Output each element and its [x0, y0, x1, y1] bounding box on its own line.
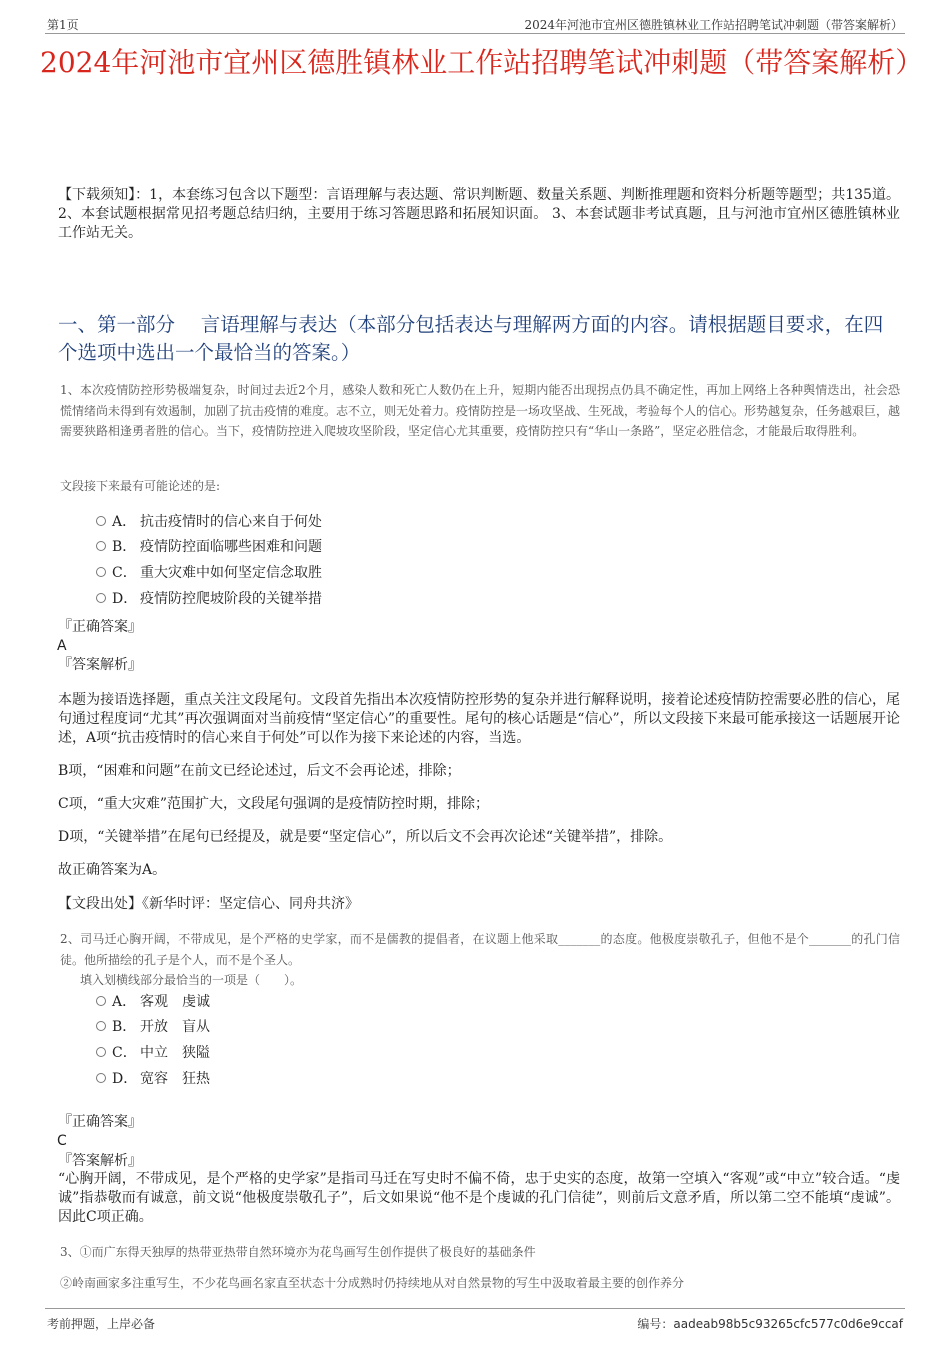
q2-passage: 2、司马迁心胸开阔，不带成见，是个严格的史学家，而不是儒教的提倡者，在议题上他采取_______的态度。他极度崇敬孔子，但他不是个_______的孔门信徒。他所描绘的孔子是个人，而不是个圣人。 — [60, 932, 900, 967]
q1-analysis-p5: 故正确答案为A。 — [58, 862, 167, 878]
q2-option-a[interactable]: A． 客观 虔诚 — [96, 992, 210, 1012]
q3-line-2: ②岭南画家多注重写生，不少花鸟画名家直至状态十分成熟时仍持续地从对自然景物的写生中汲取着最主要的创作养分 — [60, 1276, 685, 1290]
q1-analysis-p1: 本题为接语选择题，重点关注文段尾句。文段首先指出本次疫情防控形势的复杂并进行解释说明，接着论述疫情防控需要必胜的信心，尾句通过程度词“尤其”再次强调面对当前疫情“坚定信心”的重要性。尾句的核心话题是“信心”，所以文段接下来最可能承接这一话题展开论述，A项“抗击疫情时的信心来自于何处”可以作为接下来论述的内容，当选。 — [58, 692, 900, 746]
download-notice: 【下载须知】：1，本套练习包含以下题型：言语理解与表达题、常识判断题、数量关系题、判断推理题和资料分析题等题型；共135道。 2、本套试题根据常见招考题总结归纳，主要用于练习答题思路和拓展知识面。 3、本套试题非考试真题，且与河池市宜州区德胜镇林业工作站无关。 — [58, 187, 900, 241]
header-divider — [45, 33, 905, 34]
q1-answer-label: 『正确答案』 — [58, 619, 142, 635]
q2-option-c[interactable]: C． 中立 狭隘 — [96, 1043, 210, 1063]
q1-analysis-p4: D项，“关键举措”在尾句已经提及，就是要“坚定信心”，所以后文不会再次论述“关键举措”，排除。 — [58, 829, 673, 845]
q2-option-d[interactable]: D． 宽容 狂热 — [96, 1069, 210, 1089]
q2-option-b[interactable]: B． 开放 盲从 — [96, 1017, 210, 1037]
q1-analysis-label: 『答案解析』 — [58, 657, 142, 673]
q2-analysis: “心胸开阔，不带成见，是个严格的史学家”是指司马迁在写史时不偏不倚，忠于史实的态度，故第一空填入“客观”或“中立”较合适。“虔诚”指恭敬而有诚意，前文说“他极度崇敬孔子”，后文如果说“他不是个虔诚的孔门信徒”，则前后文意矛盾，所以第二空不能填“虔诚”。因此C项正确。 — [58, 1171, 900, 1225]
q2-answer: C — [57, 1133, 67, 1149]
q2-analysis-label: 『答案解析』 — [58, 1153, 142, 1169]
q1-option-b[interactable]: B． 疫情防控面临哪些困难和问题 — [96, 537, 322, 557]
radio-icon[interactable] — [96, 1047, 106, 1057]
q2-stem: 填入划横线部分最恰当的一项是（ ）。 — [80, 973, 303, 987]
header-doc-title: 2024年河池市宜州区德胜镇林业工作站招聘笔试冲刺题（带答案解析） — [524, 18, 903, 32]
footer-code — [637, 1315, 903, 1332]
header-page-label: 第1页 — [47, 18, 79, 32]
q2-answer-label: 『正确答案』 — [58, 1114, 142, 1130]
page-title: 2024年河池市宜州区德胜镇林业工作站招聘笔试冲刺题（带答案解析） — [40, 46, 924, 79]
q1-option-c[interactable]: C． 重大灾难中如何坚定信念取胜 — [96, 563, 322, 583]
q1-answer: A — [57, 638, 67, 654]
footer-code-label: 编号： — [637, 1317, 674, 1331]
radio-icon[interactable] — [96, 593, 106, 603]
q1-passage: 1、本次疫情防控形势极端复杂，时间过去近2个月，感染人数和死亡人数仍在上升，短期内能否出现拐点仍具不确定性，再加上网络上各种舆情迭出，社会恐慌情绪尚未得到有效遏制，加剧了抗击疫情的难度。志不立，则无处着力。疫情防控是一场攻坚战、生死战，考验每个人的信心。形势越复杂，任务越艰巨，越需要狭路相逢勇者胜的信心。当下，疫情防控进入爬坡攻坚阶段，坚定信心尤其重要，疫情防控只有“华山一条路”，坚定必胜信念，才能最后取得胜利。 — [60, 383, 901, 438]
footer-divider — [45, 1308, 905, 1309]
q3-line-1: 3、①而广东得天独厚的热带亚热带自然环境亦为花鸟画写生创作提供了极良好的基础条件 — [60, 1245, 536, 1259]
q1-source: 【文段出处】《新华时评：坚定信心、同舟共济》 — [58, 896, 359, 912]
footer-code-value: aadeab98b5c93265cfc577c0d6e9ccaf — [673, 1317, 903, 1331]
footer-slogan: 考前押题，上岸必备 — [47, 1317, 156, 1331]
section-heading: 一、第一部分 言语理解与表达（本部分包括表达与理解两方面的内容。请根据题目要求，在四个选项中选出一个最恰当的答案。） — [58, 313, 884, 364]
radio-icon[interactable] — [96, 541, 106, 551]
radio-icon[interactable] — [96, 1021, 106, 1031]
radio-icon[interactable] — [96, 996, 106, 1006]
q1-analysis-p3: C项，“重大灾难”范围扩大，文段尾句强调的是疫情防控时期，排除； — [58, 796, 490, 812]
radio-icon[interactable] — [96, 516, 106, 526]
q1-stem: 文段接下来最有可能论述的是: — [60, 479, 221, 493]
q1-option-a[interactable]: A． 抗击疫情时的信心来自于何处 — [96, 512, 322, 532]
q1-analysis-p2: B项，“困难和问题”在前文已经论述过，后文不会再论述，排除； — [58, 763, 461, 779]
radio-icon[interactable] — [96, 567, 106, 577]
radio-icon[interactable] — [96, 1073, 106, 1083]
q1-option-d[interactable]: D． 疫情防控爬坡阶段的关键举措 — [96, 589, 322, 609]
